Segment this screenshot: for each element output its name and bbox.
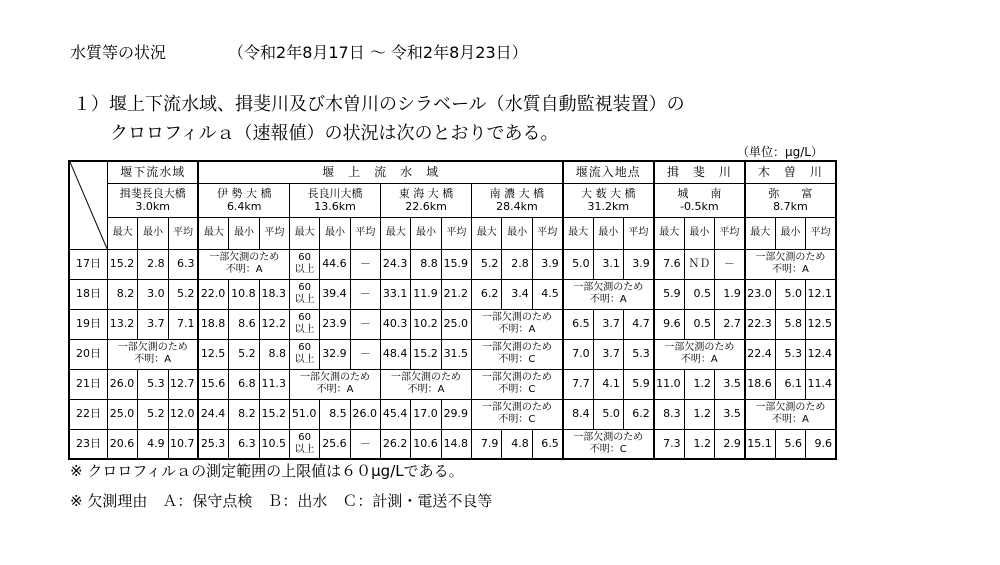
measure-label: 平均 — [441, 217, 471, 249]
station-header-1 — [198, 183, 289, 217]
value-cell: 18.6 — [745, 369, 775, 399]
station-header-row — [69, 183, 836, 217]
value-cell: 3.1 — [593, 249, 623, 279]
table-row — [69, 279, 836, 309]
measure-label: 最小 — [229, 217, 259, 249]
measure-label: 最小 — [502, 217, 532, 249]
station-name: 大 薮 大 橋 — [581, 187, 636, 200]
value-cell: 39.4 — [320, 279, 350, 309]
value-cell: 7.7 — [563, 369, 593, 399]
measure-label: 平均 — [259, 217, 289, 249]
value-cell: 14.8 — [441, 429, 471, 459]
value-cell: 5.9 — [654, 279, 684, 309]
value-cell: 7.1 — [168, 309, 198, 339]
value-cell: 8.6 — [229, 309, 259, 339]
value-cell: 44.6 — [320, 249, 350, 279]
value-cell: 10.6 — [411, 429, 441, 459]
value-cell: 11.0 — [654, 369, 684, 399]
over-suffix: 以上 — [294, 264, 315, 275]
value-cell: 4.7 — [623, 309, 653, 339]
table-row — [69, 339, 836, 369]
value-cell: 10.8 — [229, 279, 259, 309]
value-cell: 6.1 — [775, 369, 805, 399]
value-cell: 6.3 — [168, 249, 198, 279]
over-suffix: 以上 — [294, 354, 315, 365]
station-km: 8.7km — [773, 200, 808, 213]
value-cell: 6.2 — [472, 279, 502, 309]
note-upper-limit: ※ クロロフィルａの測定範囲の上限値は６０μg/Lである。 — [70, 462, 464, 480]
value-cell: 4.1 — [593, 369, 623, 399]
page-title — [70, 40, 528, 63]
over-limit-cell — [290, 249, 320, 279]
value-cell: 5.2 — [168, 279, 198, 309]
value-cell: 3.9 — [623, 249, 653, 279]
missing-reason: 不明：A — [407, 384, 445, 395]
value-cell: 24.4 — [198, 399, 228, 429]
value-cell: 4.9 — [138, 429, 168, 459]
missing-data-cell — [563, 279, 654, 309]
value-cell: 22.3 — [745, 309, 775, 339]
value-cell: 3.5 — [714, 369, 744, 399]
missing-line: 一部欠測のため — [481, 342, 552, 353]
missing-line: 一部欠測のため — [209, 252, 280, 263]
value-cell: 12.4 — [806, 339, 836, 369]
value-cell: 8.2 — [229, 399, 259, 429]
value-cell: 40.3 — [381, 309, 411, 339]
day-label: 17日 — [69, 249, 107, 279]
group-header-1: 堰 上 流 水 域 — [198, 161, 562, 183]
over-limit-cell — [290, 309, 320, 339]
value-cell: 11.9 — [411, 279, 441, 309]
value-cell: 6.8 — [229, 369, 259, 399]
value-cell: 8.8 — [259, 339, 289, 369]
value-cell: 7.9 — [472, 429, 502, 459]
value-cell: 9.6 — [654, 309, 684, 339]
value-cell: 5.3 — [623, 339, 653, 369]
unit-label: （単位：μg/L） — [737, 145, 823, 159]
missing-data-cell — [745, 249, 836, 279]
value-cell: 12.5 — [806, 309, 836, 339]
measure-label: 最大 — [198, 217, 228, 249]
chlorophyll-table — [68, 160, 837, 460]
station-name: 揖斐長良大橋 — [119, 187, 186, 200]
missing-data-cell — [290, 369, 381, 399]
measure-label: 平均 — [168, 217, 198, 249]
station-name: 弥 富 — [768, 187, 813, 200]
value-cell: 3.5 — [714, 399, 744, 429]
value-cell: 26.0 — [107, 369, 137, 399]
value-cell: 15.2 — [411, 339, 441, 369]
value-cell: 6.2 — [623, 399, 653, 429]
value-cell: 5.9 — [623, 369, 653, 399]
missing-line: 一部欠測のため — [755, 402, 826, 413]
measure-label: 平均 — [532, 217, 562, 249]
table-row — [69, 249, 836, 279]
value-cell: 29.9 — [441, 399, 471, 429]
over-value: 60 — [298, 282, 312, 293]
value-cell: 23.9 — [320, 309, 350, 339]
station-km: 31.2km — [587, 200, 630, 213]
measure-label: 最大 — [290, 217, 320, 249]
station-km: 13.6km — [314, 200, 356, 213]
intro-line-1: １）堰上下流水域、揖斐川及び木曽川のシラベール（水質自動監視装置）の — [73, 94, 685, 115]
corner-diagonal-cell — [69, 161, 107, 249]
station-header-0 — [107, 183, 198, 217]
value-cell: 25.0 — [441, 309, 471, 339]
measure-label: 平均 — [714, 217, 744, 249]
title-text: 水質等の状況 — [70, 43, 167, 62]
value-cell: 5.3 — [138, 369, 168, 399]
missing-line: 一部欠測のため — [573, 282, 644, 293]
over-value: 60 — [298, 431, 312, 443]
value-cell: 17.0 — [411, 399, 441, 429]
value-cell: － — [350, 279, 380, 309]
station-header-3 — [381, 183, 472, 217]
missing-line: 一部欠測のため — [481, 312, 552, 323]
station-name: 城 南 — [677, 187, 722, 200]
measure-label: 最小 — [684, 217, 714, 249]
missing-line: 一部欠測のため — [573, 431, 644, 443]
station-km: 28.4km — [496, 200, 538, 213]
missing-reason: 不明：C — [589, 443, 627, 455]
value-cell: 7.6 — [654, 249, 684, 279]
value-cell: 8.5 — [320, 399, 350, 429]
over-limit-cell — [290, 429, 320, 459]
value-cell: 8.4 — [563, 399, 593, 429]
missing-data-cell — [745, 399, 836, 429]
value-cell: 23.0 — [745, 279, 775, 309]
value-cell: 5.3 — [775, 339, 805, 369]
value-cell: 2.8 — [138, 249, 168, 279]
value-cell: 0.5 — [684, 309, 714, 339]
missing-reason: 不明：A — [225, 264, 263, 275]
station-km: -0.5km — [680, 200, 719, 213]
value-cell: 5.0 — [563, 249, 593, 279]
measure-label: 最大 — [745, 217, 775, 249]
missing-data-cell — [654, 339, 745, 369]
missing-reason: 不明：A — [134, 354, 172, 365]
missing-line: 一部欠測のため — [664, 342, 735, 353]
value-cell: 6.5 — [563, 309, 593, 339]
value-cell: 8.2 — [107, 279, 137, 309]
measure-label: 平均 — [806, 217, 836, 249]
value-cell: 10.7 — [168, 429, 198, 459]
over-suffix: 以上 — [294, 443, 315, 455]
missing-data-cell — [198, 249, 289, 279]
value-cell: 26.0 — [350, 399, 380, 429]
missing-data-cell — [563, 429, 654, 459]
group-header-3: 揖 斐 川 — [654, 161, 745, 183]
over-value: 60 — [298, 312, 312, 323]
note-missing-reasons: ※ 欠測理由 Ａ：保守点検 Ｂ：出水 Ｃ：計測・電送不良等 — [70, 492, 493, 510]
over-value: 60 — [298, 342, 312, 353]
missing-line: 一部欠測のため — [117, 342, 188, 353]
measure-label: 最小 — [320, 217, 350, 249]
value-cell: 4.8 — [502, 429, 532, 459]
value-cell: 5.2 — [138, 399, 168, 429]
value-cell: 12.2 — [259, 309, 289, 339]
value-cell: 11.4 — [806, 369, 836, 399]
value-cell: 25.3 — [198, 429, 228, 459]
missing-data-cell — [472, 309, 563, 339]
day-label: 21日 — [69, 369, 107, 399]
station-km: 22.6km — [405, 200, 447, 213]
station-name: 長良川大橋 — [307, 187, 363, 200]
station-name: 伊 勢 大 橋 — [216, 187, 272, 200]
missing-reason: 不明：A — [589, 294, 627, 305]
value-cell: 3.7 — [138, 309, 168, 339]
value-cell: 11.3 — [259, 369, 289, 399]
station-header-7 — [745, 183, 836, 217]
station-km: 6.4km — [226, 200, 262, 213]
over-suffix: 以上 — [294, 324, 315, 335]
value-cell: － — [350, 249, 380, 279]
value-cell: － — [350, 429, 380, 459]
missing-reason: 不明：C — [498, 414, 536, 425]
missing-reason: 不明：A — [772, 414, 809, 425]
missing-data-cell — [381, 369, 472, 399]
value-cell: 1.2 — [684, 369, 714, 399]
day-label: 22日 — [69, 399, 107, 429]
value-cell: 32.9 — [320, 339, 350, 369]
value-cell: 7.0 — [563, 339, 593, 369]
value-cell: 1.2 — [684, 399, 714, 429]
value-cell: 25.0 — [107, 399, 137, 429]
value-cell: 3.7 — [593, 339, 623, 369]
over-suffix: 以上 — [294, 294, 315, 305]
value-cell: 33.1 — [381, 279, 411, 309]
value-cell: 8.3 — [654, 399, 684, 429]
day-label: 23日 — [69, 429, 107, 459]
value-cell: 31.5 — [441, 339, 471, 369]
measure-label: 最小 — [138, 217, 168, 249]
value-cell: 22.4 — [745, 339, 775, 369]
table-row — [69, 309, 836, 339]
measure-label: 最小 — [593, 217, 623, 249]
measure-label: 最大 — [381, 217, 411, 249]
station-km: 3.0km — [135, 200, 170, 213]
missing-reason: 不明：C — [498, 384, 536, 395]
day-label: 18日 — [69, 279, 107, 309]
measure-label: 最大 — [472, 217, 502, 249]
value-cell: 15.9 — [441, 249, 471, 279]
value-cell: － — [714, 249, 744, 279]
missing-reason: 不明：A — [498, 324, 536, 335]
value-cell: 2.8 — [502, 249, 532, 279]
value-cell: 25.6 — [320, 429, 350, 459]
measure-label: 最大 — [107, 217, 137, 249]
missing-reason: 不明：C — [498, 354, 536, 365]
missing-line: 一部欠測のため — [755, 252, 826, 263]
missing-data-cell — [472, 369, 563, 399]
value-cell: 3.9 — [532, 249, 562, 279]
station-header-4 — [472, 183, 563, 217]
value-cell: 51.0 — [290, 399, 320, 429]
value-cell: － — [350, 339, 380, 369]
missing-data-cell — [107, 339, 198, 369]
value-cell: 6.3 — [229, 429, 259, 459]
missing-line: 一部欠測のため — [481, 402, 552, 413]
missing-line: 一部欠測のため — [300, 372, 371, 383]
missing-data-cell — [472, 399, 563, 429]
missing-reason: 不明：A — [316, 384, 354, 395]
measure-label: 平均 — [623, 217, 653, 249]
value-cell: 9.6 — [806, 429, 836, 459]
day-label: 19日 — [69, 309, 107, 339]
value-cell: 15.2 — [259, 399, 289, 429]
value-cell: 5.8 — [775, 309, 805, 339]
value-cell: 8.8 — [411, 249, 441, 279]
group-header-4: 木 曽 川 — [745, 161, 836, 183]
measure-label: 平均 — [350, 217, 380, 249]
station-name: 東 海 大 橋 — [398, 187, 454, 200]
value-cell: 12.5 — [198, 339, 228, 369]
value-cell: 20.6 — [107, 429, 137, 459]
value-cell: 1.9 — [714, 279, 744, 309]
value-cell: 12.1 — [806, 279, 836, 309]
value-cell: 13.2 — [107, 309, 137, 339]
period-text: （令和2年8月17日 ～ 令和2年8月23日） — [228, 43, 528, 62]
table-row — [69, 399, 836, 429]
value-cell: 10.2 — [411, 309, 441, 339]
over-limit-cell — [290, 279, 320, 309]
missing-line: 一部欠測のため — [391, 372, 462, 383]
measure-label: 最小 — [775, 217, 805, 249]
measure-label: 最大 — [654, 217, 684, 249]
intro-line-2: クロロフィルａ（速報値）の状況は次のとおりである。 — [110, 123, 559, 144]
missing-reason: 不明：A — [680, 354, 718, 365]
value-cell: 12.7 — [168, 369, 198, 399]
value-cell: 7.3 — [654, 429, 684, 459]
group-header-2: 堰流入地点 — [563, 161, 654, 183]
value-cell: 15.6 — [198, 369, 228, 399]
day-label: 20日 — [69, 339, 107, 369]
station-header-5 — [563, 183, 654, 217]
value-cell: 12.0 — [168, 399, 198, 429]
group-header-0: 堰下流水域 — [107, 161, 198, 183]
value-cell: 5.0 — [593, 399, 623, 429]
value-cell: 48.4 — [381, 339, 411, 369]
missing-data-cell — [472, 339, 563, 369]
value-cell: ＮＤ — [684, 249, 714, 279]
value-cell: 5.0 — [775, 279, 805, 309]
over-value: 60 — [298, 252, 312, 263]
value-cell: 15.1 — [745, 429, 775, 459]
value-cell: 21.2 — [441, 279, 471, 309]
value-cell: 5.2 — [472, 249, 502, 279]
value-cell: 2.9 — [714, 429, 744, 459]
value-cell: 5.2 — [229, 339, 259, 369]
value-cell: 0.5 — [684, 279, 714, 309]
value-cell: 6.5 — [532, 429, 562, 459]
value-cell: 4.5 — [532, 279, 562, 309]
missing-reason: 不明：A — [772, 264, 809, 275]
value-cell: 22.0 — [198, 279, 228, 309]
station-header-6 — [654, 183, 745, 217]
value-cell: 3.7 — [593, 309, 623, 339]
value-cell: 3.4 — [502, 279, 532, 309]
measure-label: 最大 — [563, 217, 593, 249]
missing-line: 一部欠測のため — [481, 372, 552, 383]
value-cell: 3.0 — [138, 279, 168, 309]
value-cell: 18.3 — [259, 279, 289, 309]
value-cell: － — [350, 309, 380, 339]
group-header-row — [69, 161, 836, 183]
value-cell: 1.2 — [684, 429, 714, 459]
measure-header-row — [69, 217, 836, 249]
value-cell: 10.5 — [259, 429, 289, 459]
value-cell: 26.2 — [381, 429, 411, 459]
value-cell: 2.7 — [714, 309, 744, 339]
station-header-2 — [290, 183, 381, 217]
over-limit-cell — [290, 339, 320, 369]
value-cell: 45.4 — [381, 399, 411, 429]
value-cell: 15.2 — [107, 249, 137, 279]
measure-label: 最小 — [411, 217, 441, 249]
value-cell: 18.8 — [198, 309, 228, 339]
station-name: 南 濃 大 橋 — [489, 187, 545, 200]
table-row — [69, 429, 836, 459]
table-row — [69, 369, 836, 399]
value-cell: 5.6 — [775, 429, 805, 459]
value-cell: 24.3 — [381, 249, 411, 279]
